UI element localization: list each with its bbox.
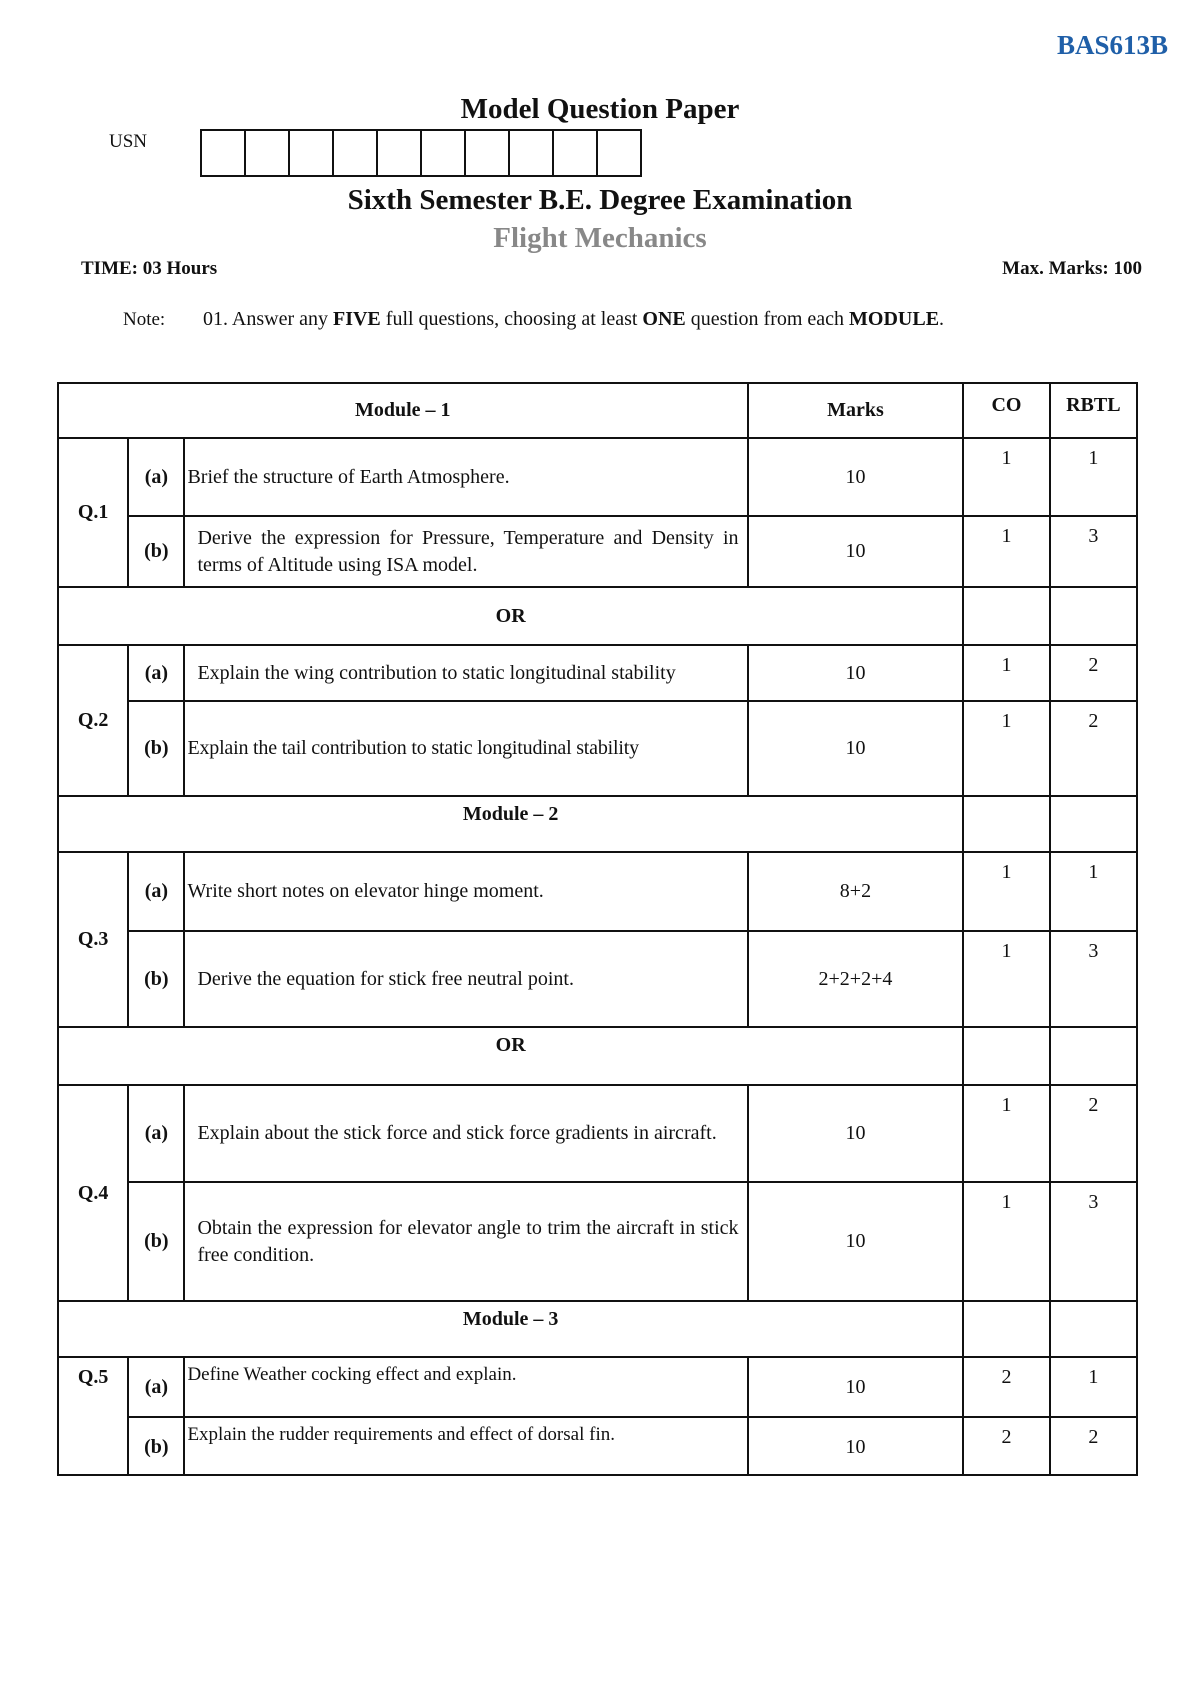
table-row xyxy=(58,1357,1137,1417)
note-label: Note: xyxy=(123,309,166,330)
table-row xyxy=(58,1182,1137,1301)
usn-box[interactable] xyxy=(422,131,466,175)
rbtl-value: 1 xyxy=(1050,438,1137,516)
empty-cell xyxy=(1050,587,1137,645)
empty-cell xyxy=(1050,796,1137,852)
rbtl-value: 2 xyxy=(1050,701,1137,796)
co-heading: CO xyxy=(963,383,1049,438)
note-emphasis: MODULE xyxy=(849,308,940,330)
note-emphasis: FIVE xyxy=(332,308,381,330)
empty-cell xyxy=(1050,1027,1137,1085)
usn-box[interactable] xyxy=(466,131,510,175)
rbtl-value: 2 xyxy=(1050,645,1137,701)
paper-title: Model Question Paper xyxy=(460,93,740,125)
co-value: 1 xyxy=(963,1182,1049,1301)
usn-label: USN xyxy=(109,131,148,152)
module-1-heading: Module – 1 xyxy=(58,383,748,438)
part-label: (b) xyxy=(128,931,184,1027)
question-number: Q.5 xyxy=(58,1357,128,1475)
max-marks: Max. Marks: 100 xyxy=(1002,258,1142,279)
marks-value: 10 xyxy=(748,645,964,701)
table-row xyxy=(58,438,1137,516)
marks-value: 2+2+2+4 xyxy=(748,931,964,1027)
rbtl-value: 2 xyxy=(1050,1085,1137,1182)
part-label: (b) xyxy=(128,1417,184,1475)
part-label: (b) xyxy=(128,1182,184,1301)
rbtl-value: 1 xyxy=(1050,852,1137,931)
part-label: (a) xyxy=(128,1085,184,1182)
usn-box[interactable] xyxy=(334,131,378,175)
marks-value: 10 xyxy=(748,1357,964,1417)
marks-value: 10 xyxy=(748,438,964,516)
co-value: 1 xyxy=(963,852,1049,931)
note-text: question from each xyxy=(685,308,850,330)
exam-time: TIME: 03 Hours xyxy=(81,258,218,279)
usn-box[interactable] xyxy=(598,131,642,175)
rbtl-value: 3 xyxy=(1050,516,1137,587)
rbtl-heading: RBTL xyxy=(1050,383,1137,438)
question-number: Q.3 xyxy=(58,852,128,1027)
empty-cell xyxy=(963,796,1049,852)
marks-value: 10 xyxy=(748,701,964,796)
empty-cell xyxy=(963,1301,1049,1357)
empty-cell xyxy=(963,587,1049,645)
co-value: 1 xyxy=(963,645,1049,701)
or-label: OR xyxy=(58,587,963,645)
subject-title: Flight Mechanics xyxy=(493,222,707,254)
co-value: 1 xyxy=(963,931,1049,1027)
question-number: Q.2 xyxy=(58,645,128,796)
usn-boxes xyxy=(200,129,642,177)
question-number: Q.4 xyxy=(58,1085,128,1301)
question-text: Derive the equation for stick free neutral point. xyxy=(184,931,747,1027)
usn-box[interactable] xyxy=(246,131,290,175)
usn-box[interactable] xyxy=(554,131,598,175)
instructions-note xyxy=(123,308,1123,331)
question-text: Obtain the expression for elevator angle to trim the aircraft in stick free condition. xyxy=(184,1182,747,1301)
module-3-heading: Module – 3 xyxy=(58,1301,963,1357)
table-row xyxy=(58,516,1137,587)
co-value: 1 xyxy=(963,1085,1049,1182)
table-row xyxy=(58,1085,1137,1182)
paper-code: BAS613B xyxy=(1056,30,1168,60)
part-label: (a) xyxy=(128,1357,184,1417)
marks-heading: Marks xyxy=(748,383,964,438)
usn-box[interactable] xyxy=(290,131,334,175)
note-emphasis: ONE xyxy=(642,308,686,330)
table-row xyxy=(58,931,1137,1027)
marks-value: 10 xyxy=(748,1417,964,1475)
empty-cell xyxy=(963,1027,1049,1085)
note-text: full questions, choosing at least xyxy=(380,308,643,330)
or-label: OR xyxy=(58,1027,963,1085)
module-row xyxy=(58,796,1137,852)
note-text: . xyxy=(939,308,945,330)
usn-box[interactable] xyxy=(510,131,554,175)
question-text: Derive the expression for Pressure, Temperature and Density in terms of Altitude using ISA model. xyxy=(184,516,747,587)
exam-title: Sixth Semester B.E. Degree Examination xyxy=(347,184,853,216)
part-label: (b) xyxy=(128,516,184,587)
or-row xyxy=(58,1027,1137,1085)
question-text: Brief the structure of Earth Atmosphere. xyxy=(184,438,747,516)
empty-cell xyxy=(1050,1301,1137,1357)
note-text: 01. Answer any xyxy=(203,308,333,330)
question-text: Explain the rudder requirements and effect of dorsal fin. xyxy=(184,1417,747,1475)
module-2-heading: Module – 2 xyxy=(58,796,963,852)
co-value: 1 xyxy=(963,516,1049,587)
co-value: 1 xyxy=(963,701,1049,796)
table-header-row xyxy=(58,383,1137,438)
part-label: (a) xyxy=(128,852,184,931)
part-label: (a) xyxy=(128,645,184,701)
rbtl-value: 2 xyxy=(1050,1417,1137,1475)
rbtl-value: 1 xyxy=(1050,1357,1137,1417)
question-number: Q.1 xyxy=(58,438,128,587)
question-text: Explain the tail contribution to static longitudinal stability xyxy=(184,701,747,796)
marks-value: 10 xyxy=(748,1085,964,1182)
table-row xyxy=(58,645,1137,701)
usn-box[interactable] xyxy=(202,131,246,175)
co-value: 2 xyxy=(963,1417,1049,1475)
usn-box[interactable] xyxy=(378,131,422,175)
question-text: Define Weather cocking effect and explain. xyxy=(184,1357,747,1417)
table-row xyxy=(58,701,1137,796)
module-row xyxy=(58,1301,1137,1357)
or-row xyxy=(58,587,1137,645)
marks-value: 10 xyxy=(748,516,964,587)
question-table xyxy=(57,382,1138,1476)
table-row xyxy=(58,852,1137,931)
question-text: Explain the wing contribution to static longitudinal stability xyxy=(184,645,747,701)
part-label: (a) xyxy=(128,438,184,516)
table-row xyxy=(58,1417,1137,1475)
part-label: (b) xyxy=(128,701,184,796)
co-value: 2 xyxy=(963,1357,1049,1417)
question-text: Write short notes on elevator hinge moment. xyxy=(184,852,747,931)
rbtl-value: 3 xyxy=(1050,931,1137,1027)
rbtl-value: 3 xyxy=(1050,1182,1137,1301)
co-value: 1 xyxy=(963,438,1049,516)
marks-value: 8+2 xyxy=(748,852,964,931)
marks-value: 10 xyxy=(748,1182,964,1301)
question-text: Explain about the stick force and stick force gradients in aircraft. xyxy=(184,1085,747,1182)
